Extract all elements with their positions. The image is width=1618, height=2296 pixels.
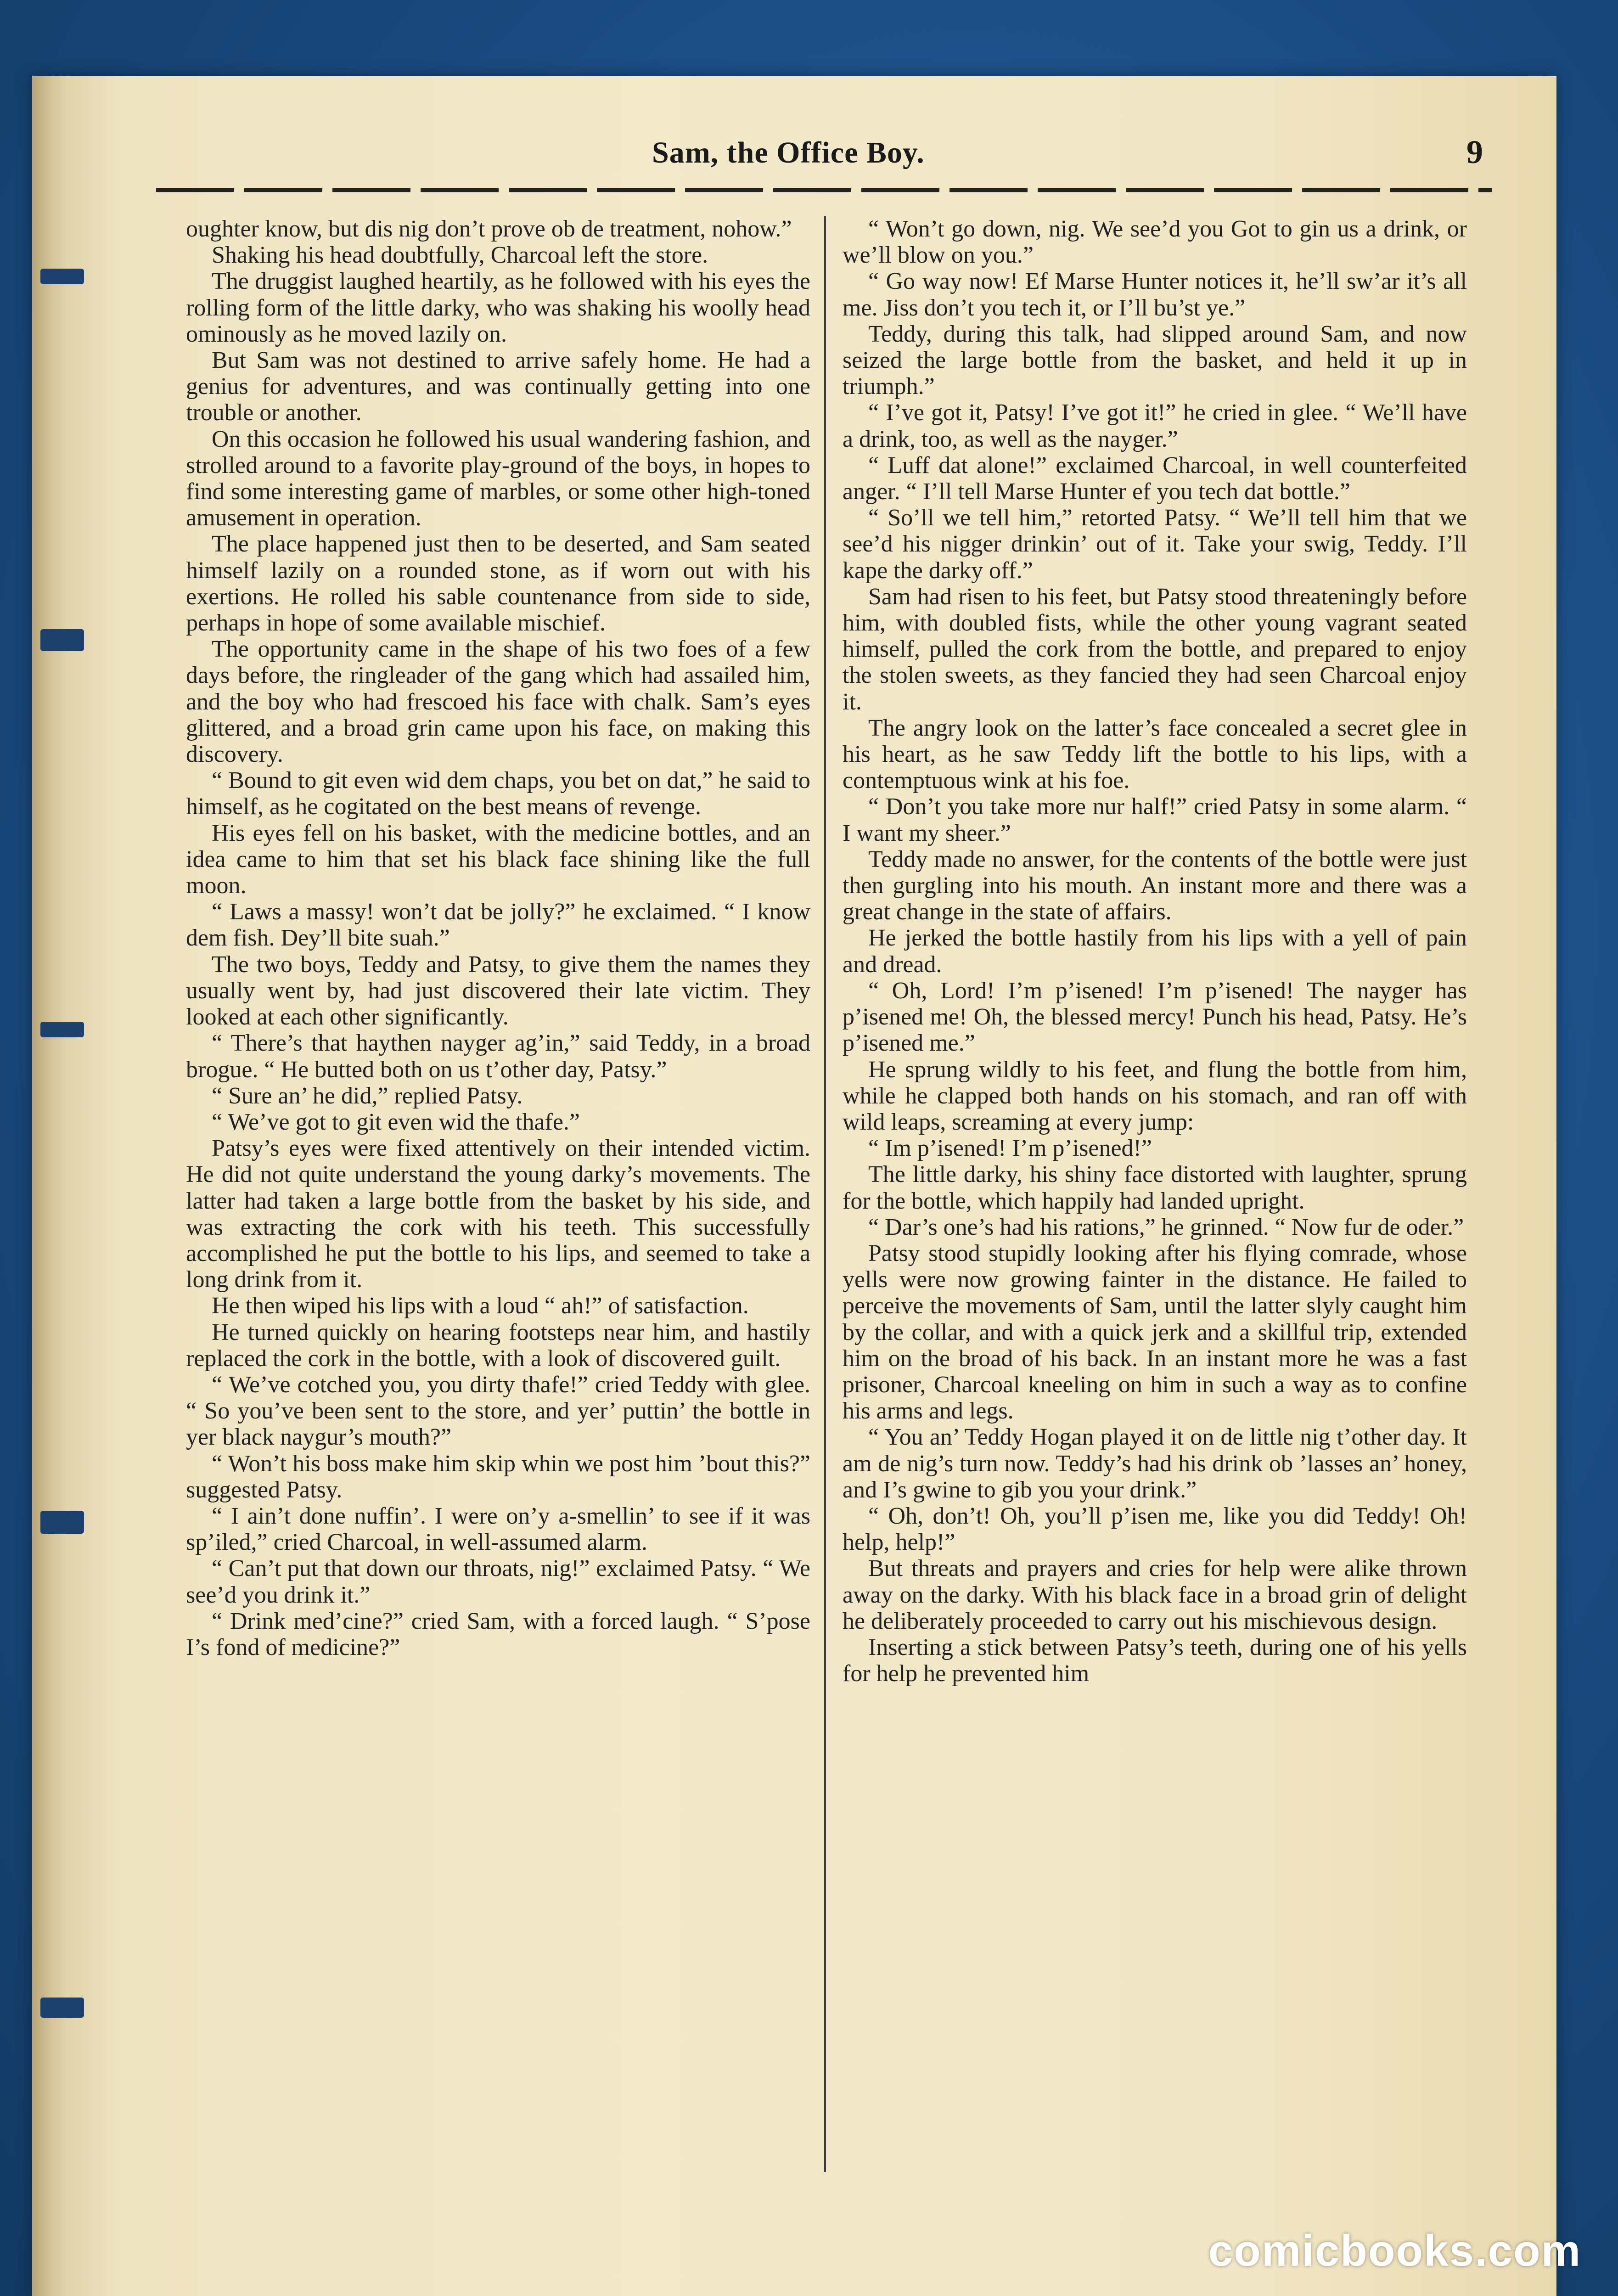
- site-watermark: comicbooks.com: [1208, 2226, 1581, 2275]
- paragraph: On this occasion he followed his usual wandering fashion, and strolled around to a favorite play-ground of the boys, in hopes to find some interesting game of marbles, or some other high-toned amusement in operation.: [186, 426, 810, 531]
- paragraph: “ Oh, don’t! Oh, you’ll p’isen me, like you did Teddy! Oh! help, help!”: [843, 1503, 1467, 1556]
- paragraph: Sam had risen to his feet, but Patsy stood threateningly before him, with doubled fists, while the other young vagrant seated himself, pulled the cork from the bottle, and prepared to enjoy the stolen sweets, as they fancied they had seen Charcoal enjoy it.: [843, 583, 1467, 715]
- binding-stitch: [40, 1998, 84, 2018]
- paragraph: “ Sure an’ he did,” replied Patsy.: [212, 1082, 523, 1109]
- paragraph: The place happened just then to be deserted, and Sam seated himself lazily on a rounded stone, as if worn out with his exertions. He rolled his sable countenance from side to side, perhaps in hope of some available mischief.: [186, 531, 810, 636]
- paragraph: “ Luff dat alone!” exclaimed Charcoal, in well counterfeited anger. “ I’ll tell Marse Hunter ef you tech dat bottle.”: [843, 452, 1467, 505]
- paragraph: He sprung wildly to his feet, and flung the bottle from him, while he clapped both hands on his stomach, and ran off with wild leaps, screaming at every jump:: [843, 1056, 1467, 1135]
- column-divider: [824, 216, 826, 2172]
- paragraph: “ There’s that haythen nayger ag’in,” said Teddy, in a broad brogue. “ He butted both on us t’other day, Patsy.”: [186, 1030, 810, 1083]
- left-text-column: [186, 216, 810, 2186]
- paragraph: “ Won’t go down, nig. We see’d you Got to gin us a drink, or we’ll blow on you.”: [843, 216, 1467, 269]
- right-text-column: [843, 216, 1467, 2186]
- paragraph: “ Bound to git even wid dem chaps, you bet on dat,” he said to himself, as he cogitated on the best means of revenge.: [186, 767, 810, 820]
- paragraph: The angry look on the latter’s face concealed a secret glee in his heart, as he saw Teddy lift the bottle to his lips, with a contemptuous wink at his foe.: [843, 715, 1467, 794]
- paragraph: But Sam was not destined to arrive safely home. He had a genius for adventures, and was continually getting into one trouble or another.: [186, 347, 810, 426]
- paragraph: The druggist laughed heartily, as he followed with his eyes the rolling form of the little darky, who was shaking his woolly head ominously as he moved lazily on.: [186, 268, 810, 347]
- paragraph: “ Dar’s one’s had his rations,” he grinned. “ Now fur de oder.”: [868, 1214, 1464, 1240]
- paragraph: “ Don’t you take more nur half!” cried Patsy in some alarm. “ I want my sheer.”: [843, 793, 1467, 846]
- paragraph: “ So’ll we tell him,” retorted Patsy. “ We’ll tell him that we see’d his nigger drinkin’ out of it. Take your swig, Teddy. I’ll kape the darky off.”: [843, 505, 1467, 584]
- paragraph: “ Go way now! Ef Marse Hunter notices it, he’ll sw’ar it’s all me. Jiss don’t you tech it, or I’ll bu’st ye.”: [843, 268, 1467, 321]
- paragraph: Teddy, during this talk, had slipped around Sam, and now seized the large bottle from the basket, and held it up in triumph.”: [843, 321, 1467, 400]
- binding-stitch: [40, 629, 84, 651]
- paragraph: “ We’ve cotched you, you dirty thafe!” cried Teddy with glee. “ So you’ve been sent to the store, and yer’ puttin’ the bottle in yer black naygur’s mouth?”: [186, 1371, 810, 1451]
- binding-stitch: [40, 1022, 84, 1037]
- paragraph: The little darky, his shiny face distorted with laughter, sprung for the bottle, which happily had landed upright.: [843, 1161, 1467, 1214]
- paragraph: He jerked the bottle hastily from his lips with a yell of pain and dread.: [843, 925, 1467, 978]
- paragraph: Shaking his head doubtfully, Charcoal left the store.: [212, 242, 708, 269]
- paragraph: “ I’ve got it, Patsy! I’ve got it!” he cried in glee. “ We’ll have a drink, too, as well as the nayger.”: [843, 400, 1467, 452]
- paragraph: The opportunity came in the shape of his two foes of a few days before, the ringleader of the gang which had assailed him, and the boy who had frescoed his face with chalk. Sam’s eyes glittered, and a broad grin came upon his face, on making this discovery.: [186, 636, 810, 768]
- paragraph: “ I ain’t done nuffin’. I were on’y a-smellin’ to see if it was sp’iled,” cried Charcoal, in well-assumed alarm.: [186, 1503, 810, 1556]
- paragraph: “ We’ve got to git even wid the thafe.”: [212, 1109, 580, 1135]
- paragraph: “ Won’t his boss make him skip whin we post him ’bout this?” suggested Patsy.: [186, 1450, 810, 1503]
- running-title: Sam, the Office Boy.: [652, 136, 925, 169]
- page-number: 9: [1466, 134, 1483, 170]
- paragraph: “ Oh, Lord! I’m p’isened! I’m p’isened! The nayger has p’isened me! Oh, the blessed mercy! Punch his head, Patsy. He’s p’isened me.”: [843, 977, 1467, 1057]
- paragraph: He turned quickly on hearing footsteps near him, and hastily replaced the cork in the bottle, with a look of discovered guilt.: [186, 1319, 810, 1372]
- paragraph: His eyes fell on his basket, with the medicine bottles, and an idea came to him that set his black face shining like the full moon.: [186, 820, 810, 899]
- paragraph: Patsy stood stupidly looking after his flying comrade, whose yells were now growing fainter in the distance. He failed to perceive the movements of Sam, until the latter slyly caught him by the collar, and with a quick jerk and a skillful trip, extended him on the broad of his back. In an instant more he was a fast prisoner, Charcoal kneeling on him in such a way as to confine his arms and legs.: [843, 1240, 1467, 1424]
- paragraph: Inserting a stick between Patsy’s teeth, during one of his yells for help he prevented him: [843, 1634, 1467, 1687]
- paragraph: The two boys, Teddy and Patsy, to give them the names they usually went by, had just discovered their late victim. They looked at each other significantly.: [186, 951, 810, 1030]
- paragraph: “ You an’ Teddy Hogan played it on de little nig t’other day. It am de nig’s turn now. Teddy’s had his drink ob ’lasses an’ honey, and I’s gwine to gib you your drink.”: [843, 1424, 1467, 1503]
- binding-stitch: [40, 269, 84, 284]
- paragraph: But threats and prayers and cries for help were alike thrown away on the darky. With his black face in a broad grin of delight he deliberately proceeded to carry out his mischievous design.: [843, 1555, 1467, 1634]
- paragraph: Teddy made no answer, for the contents of the bottle were just then gurgling into his mouth. An instant more and there was a great change in the state of affairs.: [843, 846, 1467, 925]
- binding-stitch: [40, 1511, 84, 1534]
- paragraph: He then wiped his lips with a loud “ ah!” of satisfaction.: [212, 1293, 749, 1319]
- page-spine: [32, 76, 67, 2296]
- page-header: [156, 124, 1492, 174]
- paragraph: Patsy’s eyes were fixed attentively on their intended victim. He did not quite understand the young darky’s movements. The latter had taken a large bottle from the basket by his side, and was extracting the cork with his teeth. This successfully accomplished he put the bottle to his lips, and seemed to take a long drink from it.: [186, 1135, 810, 1293]
- paragraph: “ Drink med’cine?” cried Sam, with a forced laugh. “ S’pose I’s fond of medicine?”: [186, 1608, 810, 1660]
- paragraph: “ Can’t put that down our throats, nig!” exclaimed Patsy. “ We see’d you drink it.”: [186, 1555, 810, 1608]
- paragraph: “ Laws a massy! won’t dat be jolly?” he exclaimed. “ I know dem fish. Dey’ll bite suah.”: [186, 899, 810, 951]
- paragraph: “ Im p’isened! I’m p’isened!”: [868, 1135, 1152, 1162]
- paragraph: oughter know, but dis nig don’t prove ob de treatment, nohow.”: [186, 216, 792, 242]
